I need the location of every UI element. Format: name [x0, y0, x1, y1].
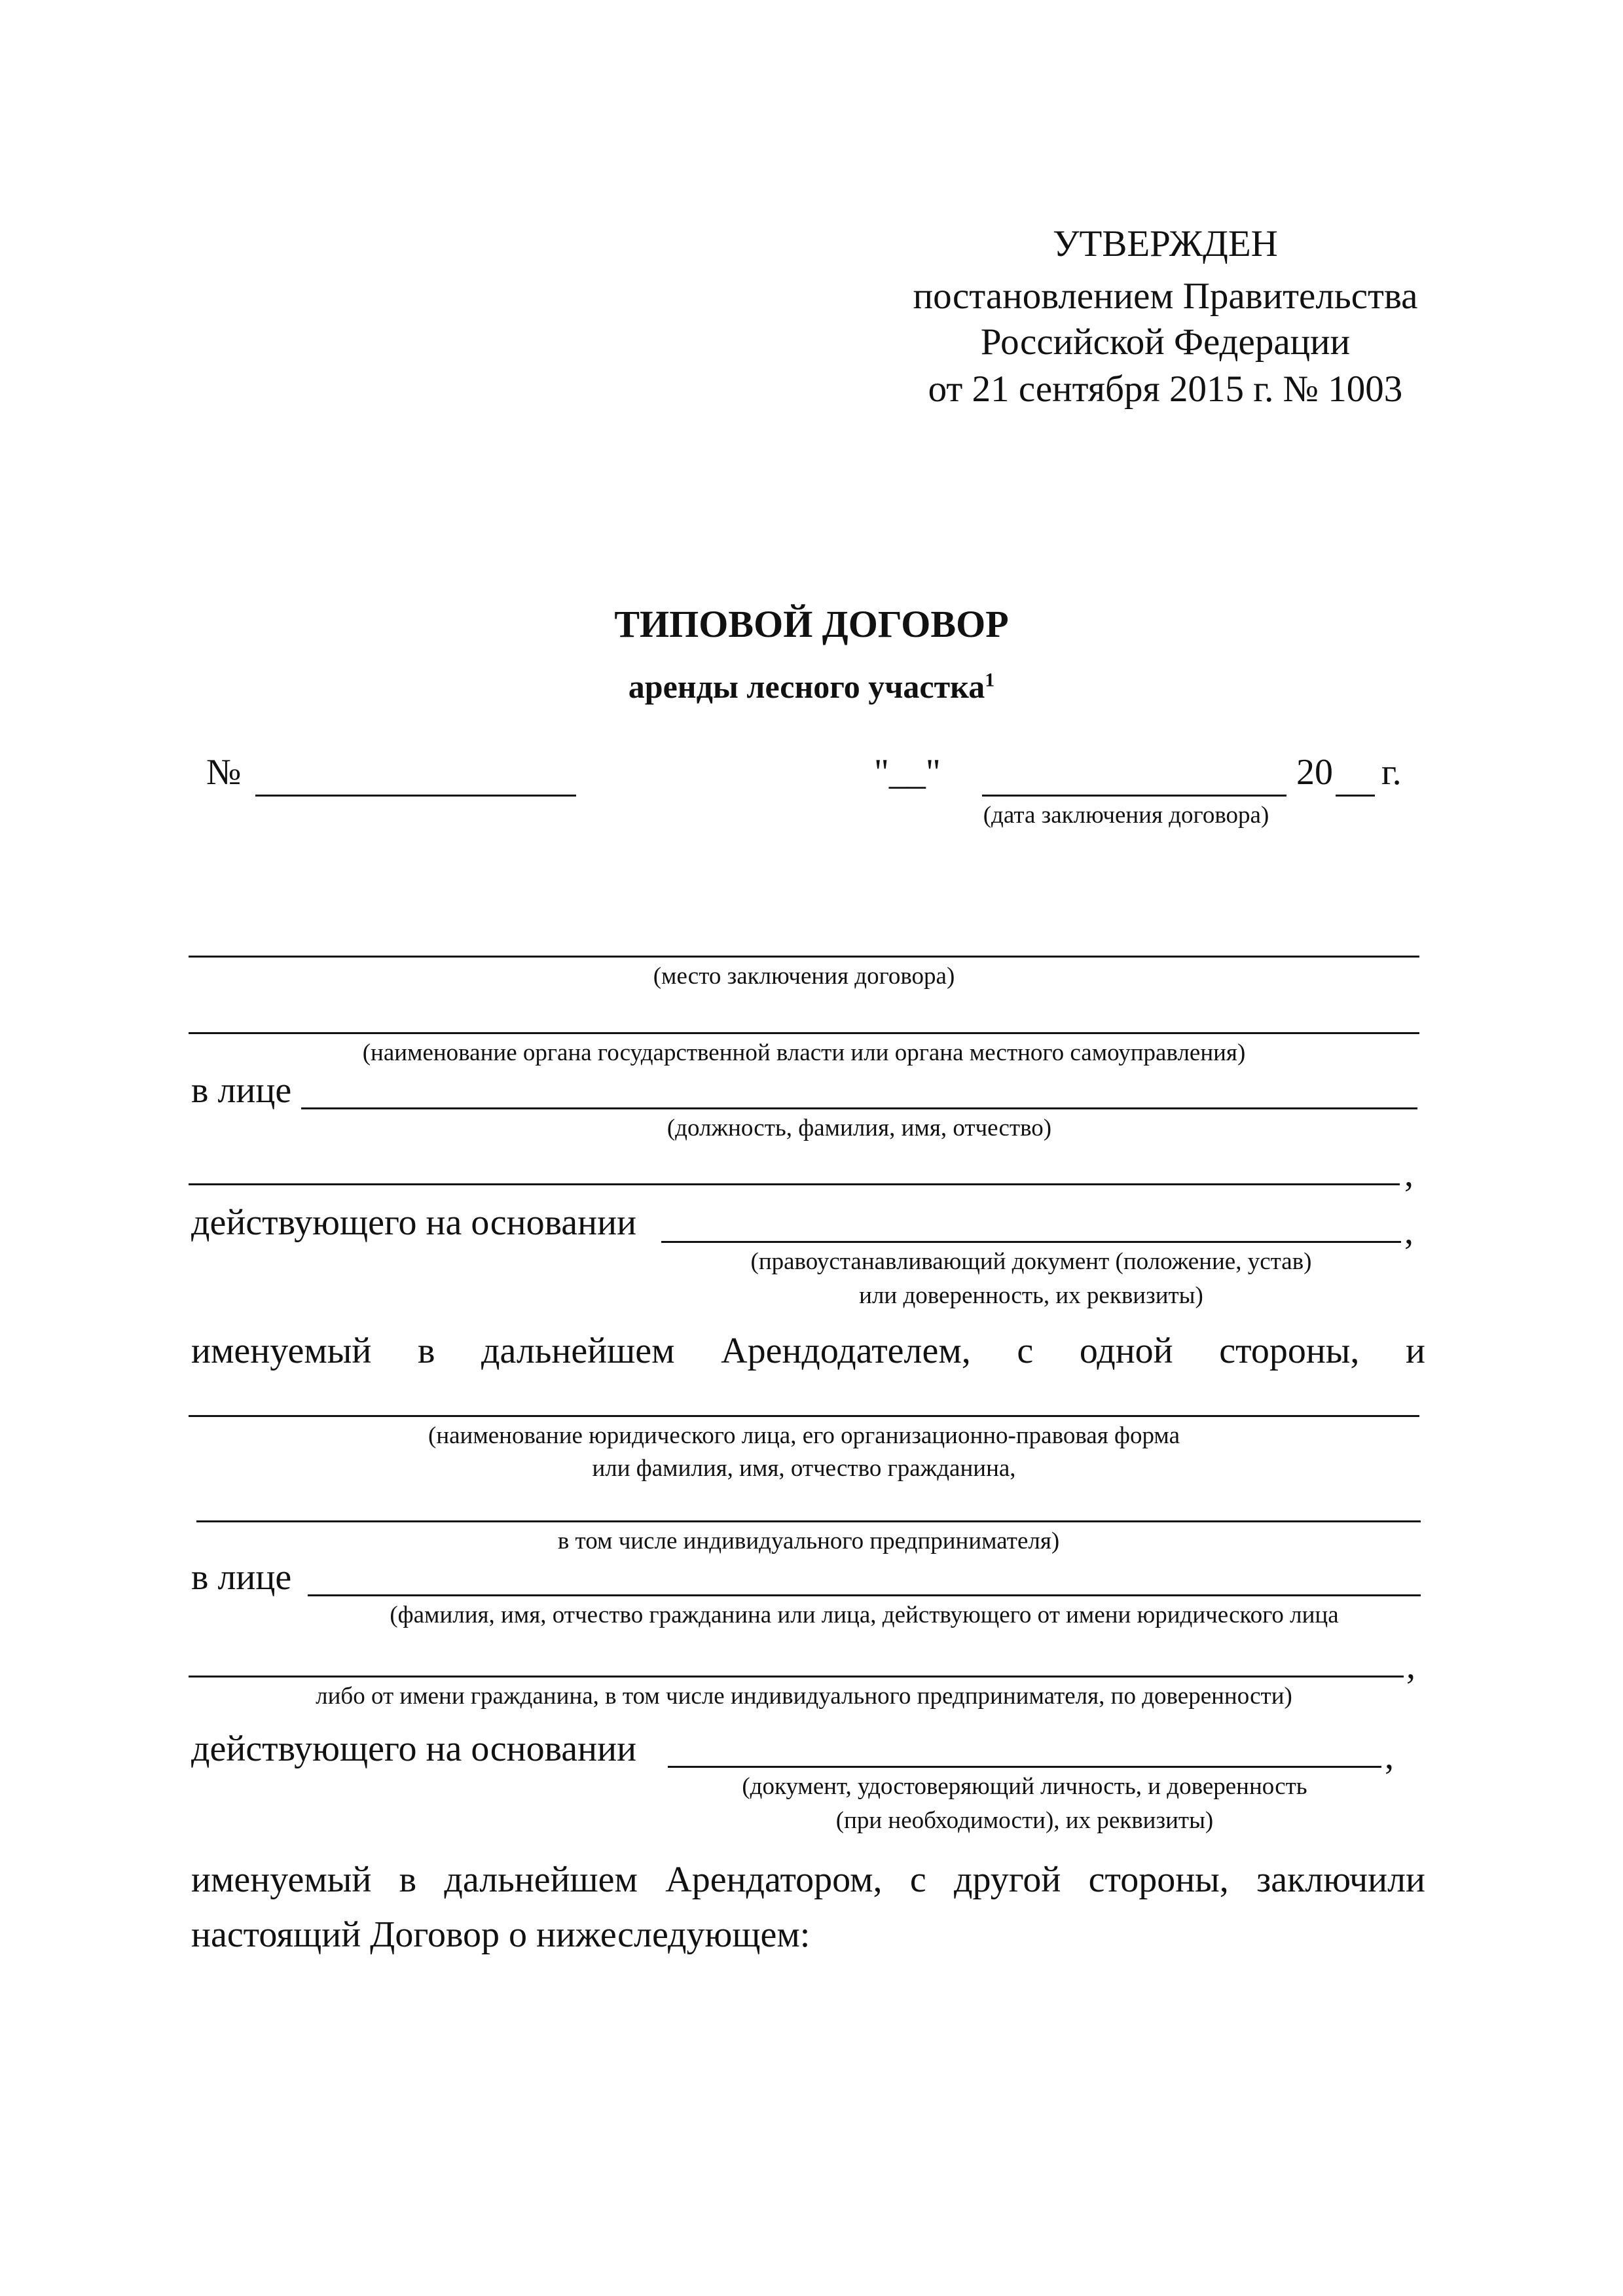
closing-line-1: именуемый в дальнейшем Арендатором, с другой стороны, заключили	[191, 1859, 1425, 1900]
person-caption-1: (фамилия, имя, отчество гражданина или лица, действующего от имени юридического лица	[390, 1602, 1339, 1628]
place-caption: (место заключения договора)	[653, 963, 955, 990]
basis-caption-1b: или доверенность, их реквизиты)	[859, 1282, 1203, 1309]
landlord-word-8: и	[1406, 1331, 1425, 1371]
document-subtitle	[0, 668, 1623, 706]
landlord-word-5: с	[1017, 1331, 1034, 1371]
tenant-entity-field[interactable]	[189, 1415, 1419, 1417]
approval-line-2: Российской Федерации	[980, 321, 1351, 363]
entity-caption-3: в том числе индивидуального предпринимателя)	[557, 1528, 1060, 1554]
basis-caption-2b: (при необходимости), их реквизиты)	[835, 1807, 1214, 1834]
basis-caption-1a: (правоустанавливающий документ (положение, устав)	[750, 1248, 1312, 1275]
date-month-field[interactable]	[982, 795, 1286, 797]
representative-continuation-2[interactable]	[189, 1676, 1404, 1677]
day-quotes: "__"	[874, 752, 941, 793]
comma-3: ,	[1406, 1646, 1415, 1687]
basis-document-field-2[interactable]	[668, 1766, 1381, 1768]
contract-number-field[interactable]	[255, 795, 576, 797]
subtitle-text: аренды лесного участка	[628, 668, 985, 705]
approval-line-1: постановлением Правительства	[913, 276, 1418, 317]
acting-basis-label-1: действующего на основании	[191, 1202, 637, 1243]
year-letter: г.	[1381, 752, 1402, 793]
basis-caption-2a: (документ, удостоверяющий личность, и доверенность	[742, 1773, 1307, 1800]
acting-basis-label-2: действующего на основании	[191, 1729, 637, 1769]
closing-line-2: настоящий Договор о нижеследующем:	[191, 1914, 811, 1955]
landlord-word-4: Арендодателем,	[721, 1331, 971, 1371]
tenant-entity-field-2[interactable]	[196, 1520, 1421, 1522]
basis-document-field-1[interactable]	[661, 1241, 1401, 1243]
landlord-word-7: стороны,	[1219, 1331, 1360, 1371]
document-title: ТИПОВОЙ ДОГОВОР	[614, 603, 1009, 645]
landlord-word-6: одной	[1079, 1331, 1173, 1371]
representative-field-2[interactable]	[308, 1594, 1421, 1596]
position-caption: (должность, фамилия, имя, отчество)	[666, 1115, 1052, 1141]
in-person-label-1: в лице	[191, 1070, 292, 1111]
approval-line-3: от 21 сентября 2015 г. № 1003	[928, 368, 1403, 410]
approved-label: УТВЕРЖДЕН	[1053, 223, 1278, 264]
in-person-label-2: в лице	[191, 1557, 292, 1598]
authority-field[interactable]	[189, 1032, 1419, 1034]
year-suffix-field[interactable]	[1336, 795, 1375, 797]
year-prefix: 20	[1296, 752, 1333, 793]
landlord-line	[191, 1330, 1425, 1372]
authority-caption: (наименование органа государственной власти или органа местного самоуправления)	[362, 1039, 1246, 1066]
landlord-word-3: дальнейшем	[481, 1331, 675, 1371]
place-field[interactable]	[189, 956, 1419, 958]
person-caption-2: либо от имени гражданина, в том числе индивидуального предпринимателя, по доверенности)	[316, 1683, 1292, 1710]
landlord-word-1: именуемый	[191, 1331, 372, 1371]
comma-4: ,	[1385, 1736, 1394, 1777]
entity-caption-1: (наименование юридического лица, его организационно-правовая форма	[428, 1422, 1180, 1449]
date-caption: (дата заключения договора)	[983, 802, 1269, 829]
representative-field-1[interactable]	[301, 1107, 1417, 1109]
comma-2: ,	[1404, 1211, 1413, 1252]
footnote-mark: 1	[985, 669, 995, 691]
comma-1: ,	[1404, 1154, 1413, 1194]
number-sign: №	[206, 752, 242, 793]
entity-caption-2: или фамилия, имя, отчество гражданина,	[592, 1455, 1016, 1482]
landlord-word-2: в	[417, 1331, 435, 1371]
representative-continuation-1[interactable]	[189, 1183, 1400, 1185]
